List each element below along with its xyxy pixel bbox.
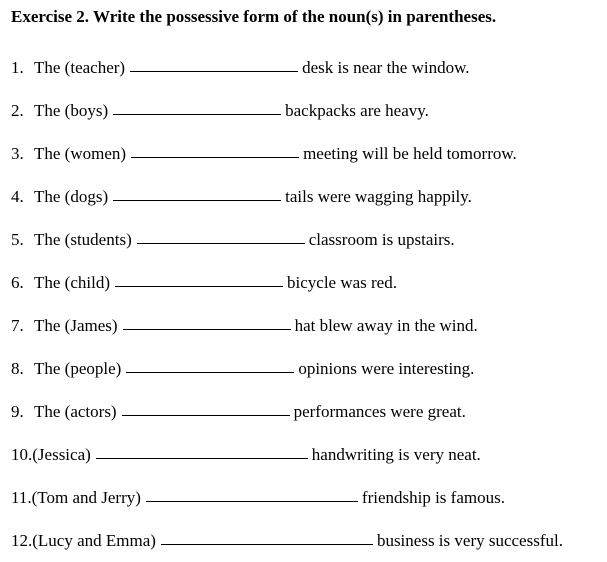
exercise-item-11 (11, 487, 505, 507)
item-number: 4. (11, 187, 24, 206)
item-rest: bicycle was red. (287, 273, 397, 292)
item-rest: hat blew away in the wind. (294, 316, 478, 335)
exercise-item-3 (11, 143, 517, 163)
item-number: 7. (11, 316, 24, 335)
item-rest: business is very successful. (376, 531, 563, 550)
item-noun: The (teacher) (34, 58, 126, 77)
answer-blank[interactable] (146, 486, 358, 502)
item-number: 3. (11, 144, 24, 163)
item-noun: (Tom and Jerry) (31, 488, 141, 507)
item-noun: (Jessica) (32, 445, 91, 464)
answer-blank[interactable] (126, 357, 294, 373)
answer-blank[interactable] (113, 185, 281, 201)
exercise-title: Exercise 2. Write the possessive form of the noun(s) in parentheses. (11, 7, 497, 26)
exercise-item-1 (11, 57, 470, 77)
item-number: 6. (11, 273, 24, 292)
item-rest: opinions were interesting. (298, 359, 475, 378)
item-number: 11. (11, 488, 32, 507)
exercise-item-5 (11, 229, 455, 249)
answer-blank[interactable] (130, 56, 298, 72)
item-noun: The (people) (34, 359, 122, 378)
item-rest: meeting will be held tomorrow. (303, 144, 517, 163)
item-rest: performances were great. (293, 402, 466, 421)
exercise-item-8 (11, 358, 474, 378)
item-number: 2. (11, 101, 24, 120)
answer-blank[interactable] (122, 400, 290, 416)
exercise-item-9 (11, 401, 466, 421)
item-rest: tails were wagging happily. (285, 187, 472, 206)
item-noun: The (actors) (34, 402, 117, 421)
exercise-item-4 (11, 186, 472, 206)
item-number: 12. (11, 531, 33, 550)
exercise-item-2 (11, 100, 429, 120)
item-number: 10. (11, 445, 33, 464)
answer-blank[interactable] (161, 529, 373, 545)
answer-blank[interactable] (96, 443, 308, 459)
item-noun: The (women) (34, 144, 127, 163)
item-rest: friendship is famous. (361, 488, 505, 507)
item-noun: The (boys) (34, 101, 109, 120)
item-number: 8. (11, 359, 24, 378)
answer-blank[interactable] (115, 271, 283, 287)
item-rest: classroom is upstairs. (308, 230, 455, 249)
item-number: 9. (11, 402, 24, 421)
item-noun: (Lucy and Emma) (32, 531, 156, 550)
answer-blank[interactable] (123, 314, 291, 330)
exercise-item-6 (11, 272, 397, 292)
answer-blank[interactable] (131, 142, 299, 158)
item-noun: The (James) (34, 316, 118, 335)
answer-blank[interactable] (137, 228, 305, 244)
item-noun: The (child) (34, 273, 110, 292)
item-noun: The (students) (34, 230, 132, 249)
item-noun: The (dogs) (34, 187, 109, 206)
item-number: 1. (11, 58, 24, 77)
item-number: 5. (11, 230, 24, 249)
item-rest: backpacks are heavy. (285, 101, 429, 120)
answer-blank[interactable] (113, 99, 281, 115)
item-rest: desk is near the window. (302, 58, 470, 77)
exercise-item-10 (11, 444, 481, 464)
item-rest: handwriting is very neat. (311, 445, 481, 464)
exercise-item-7 (11, 315, 478, 335)
exercise-item-12 (11, 530, 563, 550)
